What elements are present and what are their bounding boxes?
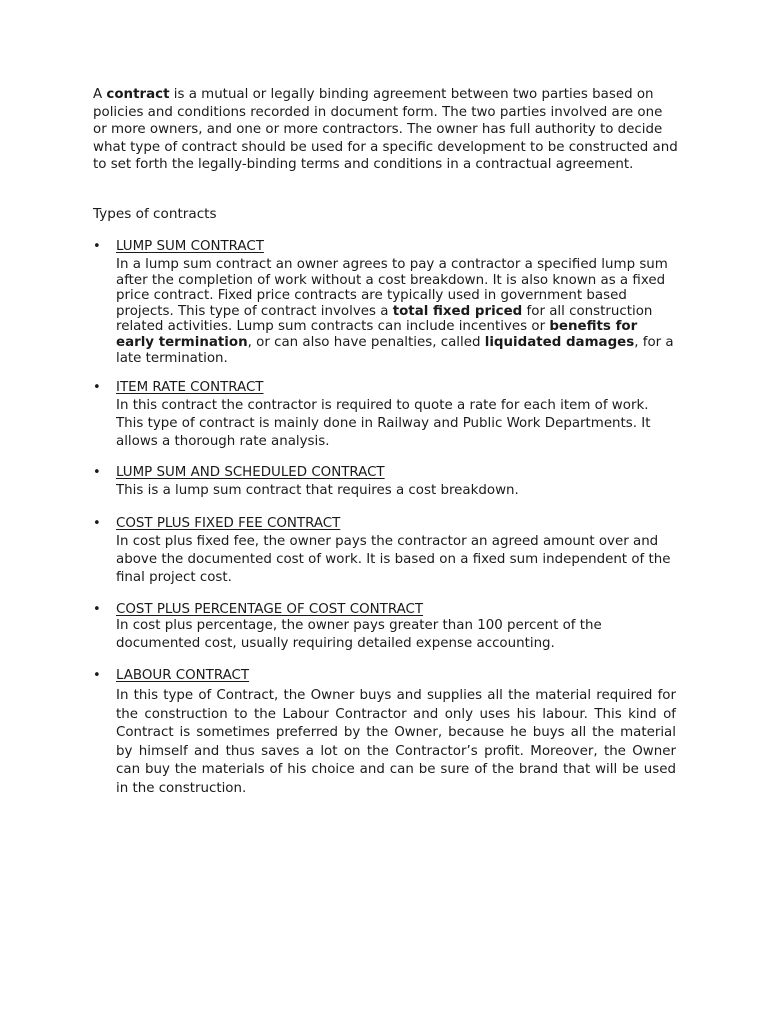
- intro-text-start: A: [93, 87, 107, 102]
- item-description: In cost plus fixed fee, the owner pays the contractor an agreed amount over and above the documented cost of work. It is based on a fixed sum independent of the final project cost.: [116, 534, 671, 586]
- contract-type-item: [93, 515, 683, 588]
- contract-type-item: [93, 667, 683, 799]
- bullet-icon: •: [93, 602, 101, 617]
- contract-type-item: [93, 238, 683, 366]
- item-title: LUMP SUM CONTRACT: [116, 239, 264, 254]
- item-text: In a lump sum contract an owner agrees to pay a contractor a specified lump sum after the completion of work without a cost breakdown. It is also known as a fixed price contract. Fixed price contracts are typically used in government based projects. This type of contract involves a: [116, 257, 668, 319]
- types-heading: Types of contracts: [93, 206, 217, 222]
- contract-type-item: [93, 379, 683, 452]
- item-heading: [93, 464, 683, 481]
- item-heading: [93, 379, 683, 396]
- item-title: ITEM RATE CONTRACT: [116, 380, 264, 395]
- contract-type-item: [93, 601, 683, 653]
- item-bold-term: total fixed priced: [392, 303, 523, 319]
- bullet-icon: •: [93, 465, 101, 480]
- intro-bold-term: contract: [106, 87, 170, 102]
- item-description: This is a lump sum contract that requires a cost breakdown.: [116, 483, 519, 498]
- bullet-icon: •: [93, 380, 101, 395]
- item-title: COST PLUS FIXED FEE CONTRACT: [116, 516, 341, 531]
- item-bold-term: liquidated damages: [484, 334, 635, 350]
- item-title: COST PLUS PERCENTAGE OF COST CONTRACT: [116, 602, 424, 617]
- item-heading: [93, 667, 683, 684]
- item-title: LABOUR CONTRACT: [116, 668, 250, 683]
- item-description: In this contract the contractor is required to quote a rate for each item of work. This type of contract is mainly done in Railway and Public Work Departments. It allows a thorough rate analysis.: [116, 398, 651, 450]
- item-description: In this type of Contract, the Owner buys and supplies all the material required for the construction to the Labour Contractor and only uses his labour. This kind of Contract is sometimes preferred by the Owner, because he buys all the material by himself and thus saves a lot on the Contractor’s profit. Moreover, the Owner can buy the materials of his choice and can be sure of the brand that will be used in the construction.: [116, 688, 676, 796]
- item-text: , for a late termination.: [116, 334, 674, 366]
- item-text: , or can also have penalties, called: [247, 334, 485, 350]
- bullet-icon: •: [93, 516, 101, 531]
- intro-paragraph: [93, 86, 678, 174]
- intro-text-rest: is a mutual or legally binding agreement between two parties based on policies and conditions recorded in document form. The two parties involved are one or more owners, and one or more contractors. The owner has full authority to decide what type of contract should be used for a specific development to be constructed and to set forth the legally-binding terms and conditions in a contractual agreement.: [93, 87, 678, 173]
- bullet-icon: •: [93, 668, 101, 683]
- item-description: In cost plus percentage, the owner pays greater than 100 percent of the documented cost, usually requiring detailed expense accounting.: [116, 618, 602, 651]
- item-title: LUMP SUM AND SCHEDULED CONTRACT: [116, 465, 385, 480]
- contract-type-item: [93, 464, 683, 500]
- item-heading: [93, 601, 683, 618]
- item-bold-term: benefits for early termination: [116, 319, 638, 350]
- bullet-icon: •: [93, 239, 101, 254]
- item-heading: [93, 238, 683, 255]
- item-text: for all construction related activities. Lump sum contracts can include incentives or: [116, 303, 653, 335]
- item-heading: [93, 515, 683, 532]
- item-description: [116, 257, 676, 366]
